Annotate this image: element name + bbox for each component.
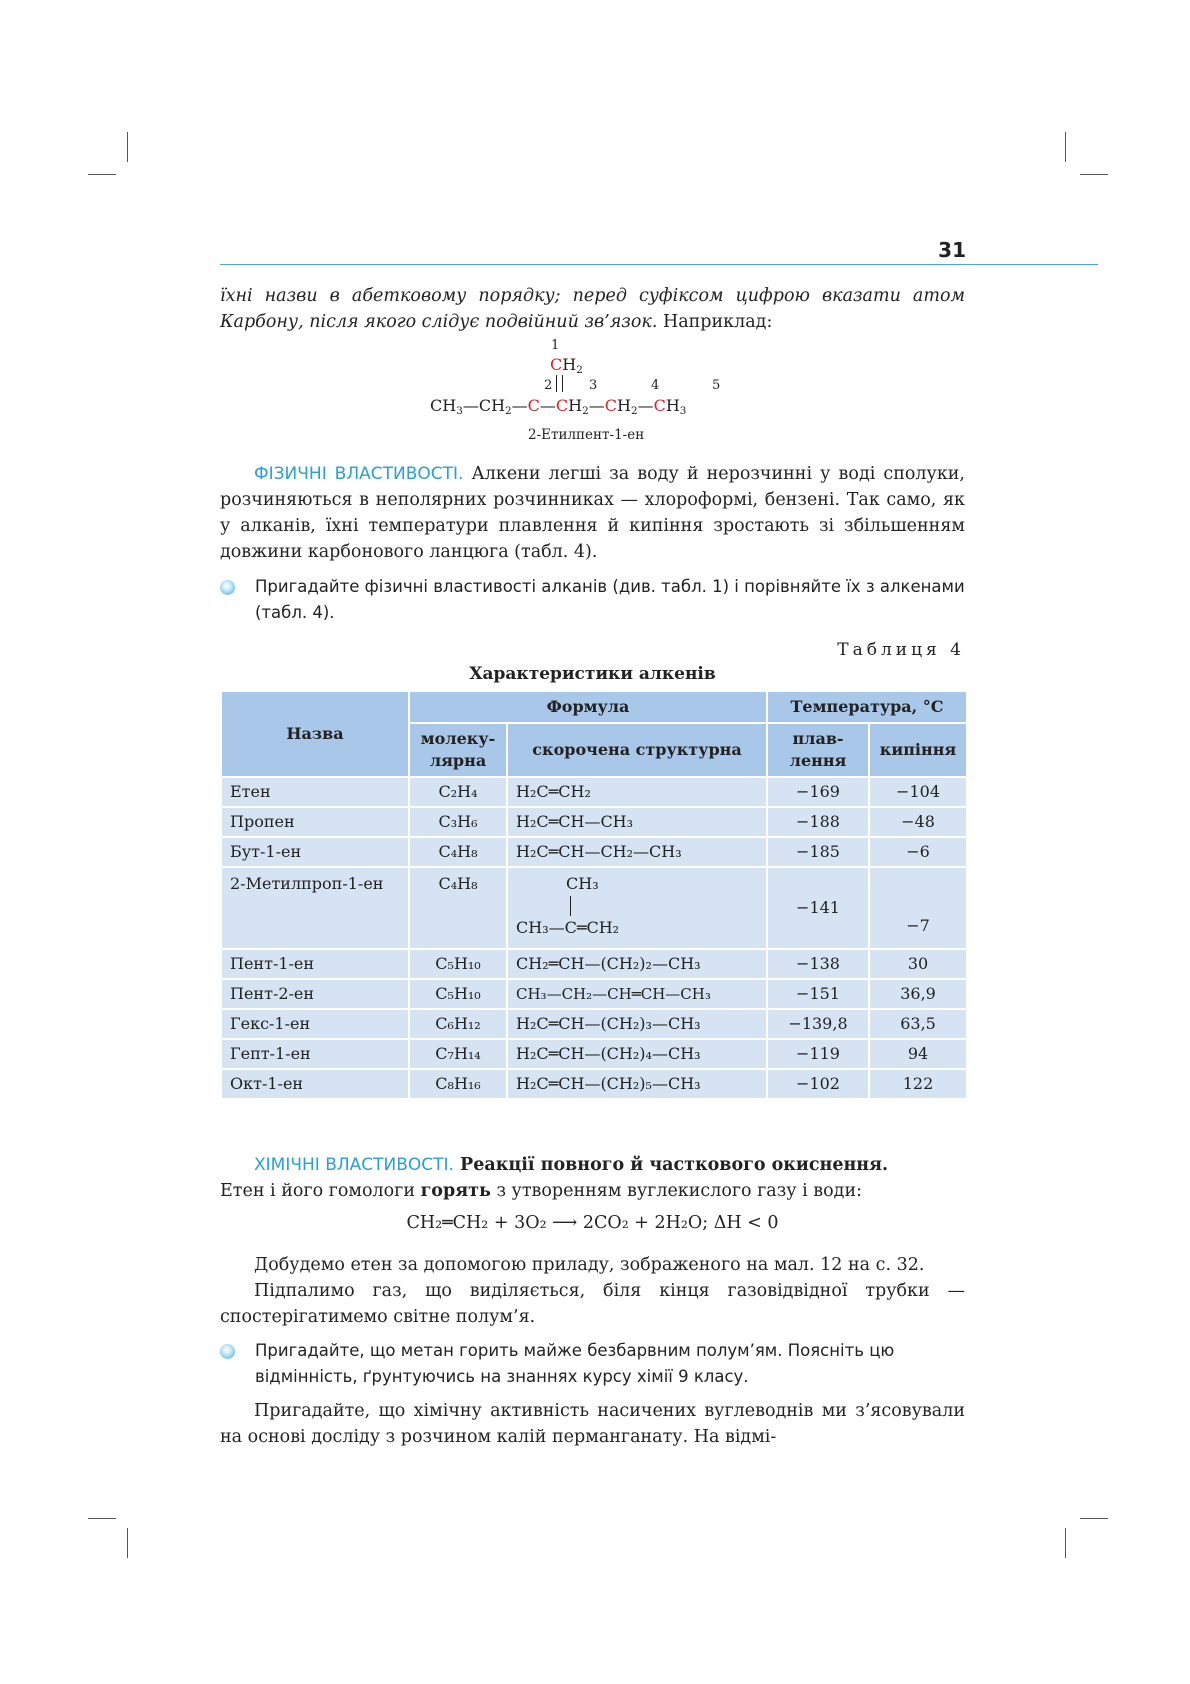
cell-name: Окт-1-ен [221,1069,409,1099]
cell-melting: −188 [767,807,869,837]
cell-molecular: C₄H₈ [409,867,507,949]
double-bond-vertical [556,375,563,392]
cell-boiling: 94 [869,1039,967,1069]
cell-molecular: C₈H₁₆ [409,1069,507,1099]
formula-caption: 2-Етилпент-1-ен [528,427,645,443]
table-row [221,837,967,867]
recall-note-methane [220,1338,965,1390]
cell-melting: −102 [767,1069,869,1099]
intro-after-text: Наприклад: [657,312,773,332]
cell-molecular: C₄H₈ [409,837,507,867]
cell-melting: −185 [767,837,869,867]
intro-italic-text: їхні назви в абетковому порядку; перед суфіксом цифрою вказати атом Карбону, після якого слідує подвійний зв’язок. [220,286,965,332]
cell-boiling: −7 [869,867,967,949]
crop-mark [88,1518,116,1519]
note-bullet-icon [220,1344,235,1359]
paragraph-ignite-gas: Підпалимо газ, що виділяється, біля кінця газовідвідної трубки — спостерігатимемо світне полум’я. [220,1281,965,1327]
table-row [221,1009,967,1039]
crop-mark [88,174,116,175]
table-row [221,979,967,1009]
cell-structural: H₂C═CH₂ [507,777,767,807]
header-name: Назва [221,691,409,777]
paragraph-ethene-preparation: Добудемо етен за допомогою приладу, зображеного на мал. 12 на с. 32. [254,1255,925,1275]
cell-melting: −151 [767,979,869,1009]
cell-structural: H₂C═CH—CH₂—CH₃ [507,837,767,867]
cell-structural-branched [507,867,767,949]
cell-melting: −141 [767,867,869,949]
table-label: Таблиця 4 [837,640,965,660]
cell-name: Гепт-1-ен [221,1039,409,1069]
cell-name: 2-Метилпроп-1-ен [221,867,409,949]
physical-properties-text: Алкени легші за воду й нерозчинні у воді сполуки, розчиняються в неполярних розчинниках — хлороформі, бензені. Так само, як у алканів, їхні температури плавлення й кипіння зростають зі збільшенням довжини карбонового ланцюга (табл. 4). [220,464,965,562]
table-row [221,1069,967,1099]
branch-ch2: $CH_2$ [550,355,583,376]
cell-melting: −119 [767,1039,869,1069]
cell-name: Бут-1-ен [221,837,409,867]
cell-name: Гекс-1-ен [221,1009,409,1039]
table-title: Характеристики алкенів [469,664,716,684]
note-text: Пригадайте, що метан горить майже безбарвним полум’ям. Поясніть цю відмінність, ґрунтуючись на знаннях курсу хімії 9 класу. [255,1341,895,1386]
cell-melting: −139,8 [767,1009,869,1039]
chemical-properties-heading: ХІМІЧНІ ВЛАСТИВОСТІ. [254,1155,454,1175]
cell-name: Пропен [221,807,409,837]
cell-molecular: C₅H₁₀ [409,949,507,979]
header-molecular: молеку-лярна [409,723,507,777]
cell-structural: H₂C═CH—(CH₂)₄—CH₃ [507,1039,767,1069]
cell-boiling: −48 [869,807,967,837]
cell-structural: H₂C═CH—(CH₂)₅—CH₃ [507,1069,767,1099]
cell-boiling: −6 [869,837,967,867]
combustion-equation: CH₂═CH₂ + 3O₂ ⟶ 2CO₂ + 2H₂O; ΔH < 0 [406,1213,779,1233]
cell-molecular: C₃H₆ [409,807,507,837]
intro-paragraph [220,283,965,335]
crop-mark [1065,132,1066,162]
cell-molecular: C₆H₁₂ [409,1009,507,1039]
cell-name: Етен [221,777,409,807]
crop-mark [127,1528,128,1558]
cell-molecular: C₇H₁₄ [409,1039,507,1069]
cell-structural: CH₂═CH—(CH₂)₂—CH₃ [507,949,767,979]
vertical-bond [570,896,571,916]
note-bullet-icon [220,580,235,595]
physical-properties-heading: ФІЗИЧНІ ВЛАСТИВОСТІ. [254,464,464,484]
crop-mark [1065,1528,1066,1558]
chemical-bold-lead: Реакції повного й часткового окиснення. [453,1155,889,1175]
cell-boiling: −104 [869,777,967,807]
table-row [221,777,967,807]
structural-main: CH₃—C═CH₂ [516,918,620,937]
crop-mark [1080,174,1108,175]
carbon-number-1: 1 [551,338,560,353]
chemical-line2b: з утворенням вуглекислого газу і води: [490,1181,863,1201]
chemical-line2a: Етен і його гомологи [220,1181,421,1201]
cell-melting: −138 [767,949,869,979]
paragraph-permanganate: Пригадайте, що хімічну активність насичених вуглеводнів ми з’ясовували на основі досліду з розчином калій перманганату. На відмі- [220,1401,965,1447]
recall-note [220,574,965,626]
cell-structural: CH₃—CH₂—CH═CH—CH₃ [507,979,767,1009]
cell-name: Пент-1-ен [221,949,409,979]
page-number: 31 [938,238,966,262]
table-row [221,807,967,837]
chemical-properties-paragraph [220,1152,965,1204]
cell-boiling: 30 [869,949,967,979]
carbon-number-5: 5 [712,378,721,393]
crop-mark [1080,1518,1108,1519]
cell-molecular: C₂H₄ [409,777,507,807]
cell-molecular: C₅H₁₀ [409,979,507,1009]
table-row [221,867,967,949]
structural-top: CH₃ [566,874,599,893]
main-chain: $CH_3—CH_2—C—CH_2—CH_2—CH_3$ [430,396,687,417]
note-text: Пригадайте фізичні властивості алканів (див. табл. 1) і порівняйте їх з алкенами (табл. 4). [255,577,965,622]
table-row [221,1039,967,1069]
cell-name: Пент-2-ен [221,979,409,1009]
table-row [221,949,967,979]
cell-boiling: 36,9 [869,979,967,1009]
carbon-number-4: 4 [651,378,660,393]
chemical-line2-bold: горять [420,1181,491,1201]
cell-boiling: 63,5 [869,1009,967,1039]
header-melting: плав-лення [767,723,869,777]
cell-melting: −169 [767,777,869,807]
header-rule [220,264,1098,265]
header-formula: Формула [409,691,767,723]
cell-structural: H₂C═CH—(CH₂)₃—CH₃ [507,1009,767,1039]
cell-boiling: 122 [869,1069,967,1099]
physical-properties-paragraph [220,461,965,565]
carbon-number-2: 2 [544,378,553,393]
cell-structural: H₂C═CH—CH₃ [507,807,767,837]
alkenes-table [220,690,968,1100]
crop-mark [127,132,128,162]
carbon-number-3: 3 [589,378,598,393]
header-structural: скорочена структурна [507,723,767,777]
header-temperature: Температура, °С [767,691,967,723]
header-boiling: кипіння [869,723,967,777]
